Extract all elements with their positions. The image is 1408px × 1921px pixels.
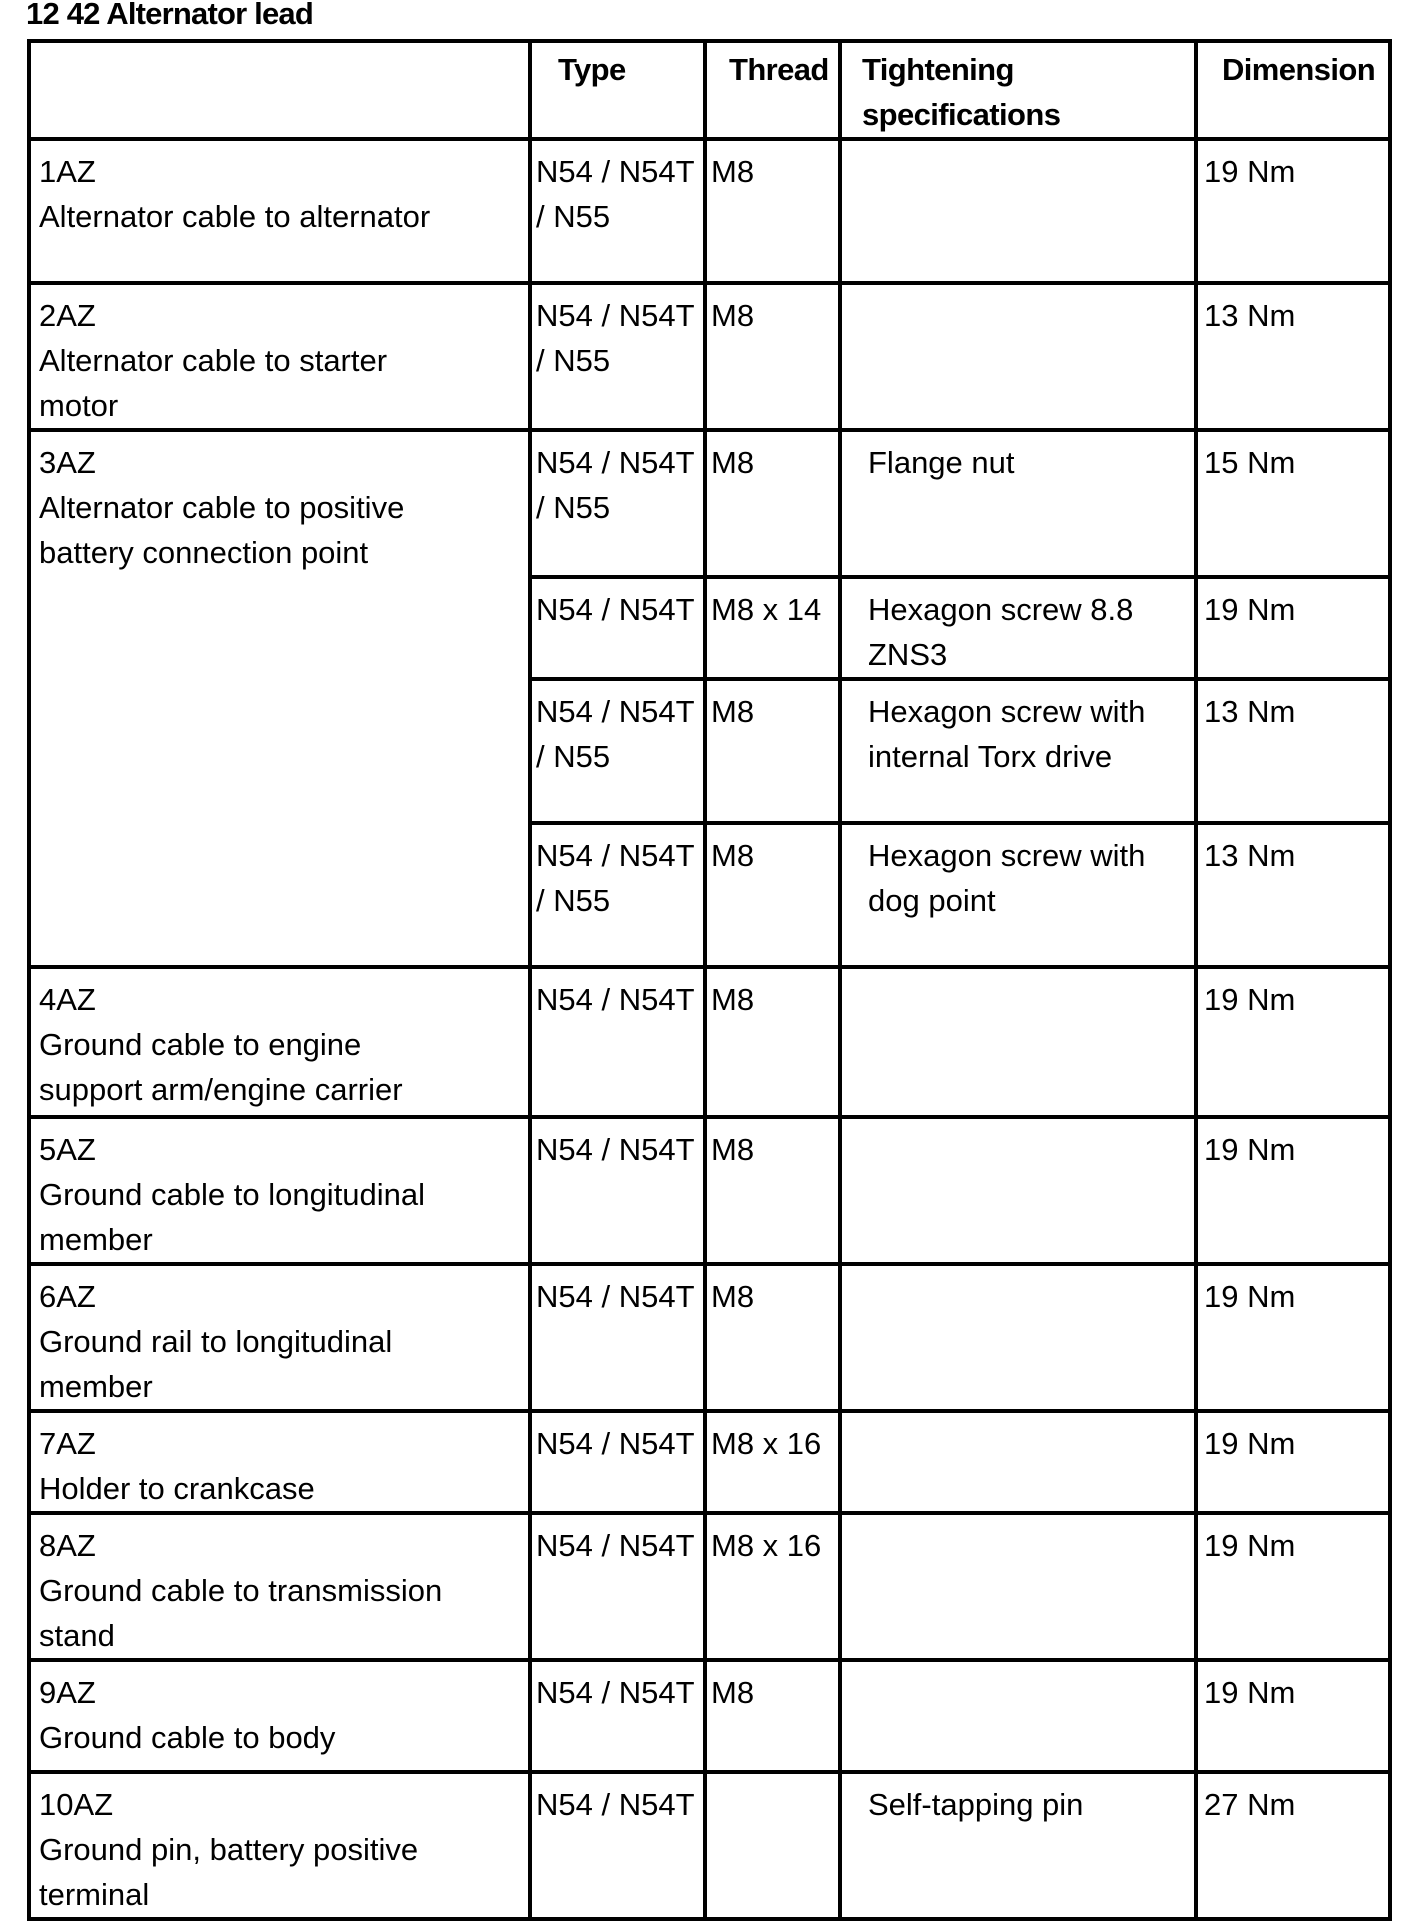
position-description-cell <box>29 1411 530 1513</box>
tightening-spec-cell: Hexagon screw with internal Torx drive <box>840 679 1196 823</box>
tightening-torque-table <box>27 39 1392 1921</box>
position-description: Alternator cable to alternator <box>39 199 431 234</box>
type-cell: N54 / N54T <box>530 1411 705 1513</box>
dimension-cell: 19 Nm <box>1196 1411 1390 1513</box>
position-code: 3AZ <box>39 445 96 480</box>
thread-cell: M8 <box>705 1117 840 1264</box>
type-cell: N54 / N54T / N55 <box>530 430 705 577</box>
header-dimension: Dimension <box>1196 41 1390 139</box>
thread-cell: M8 <box>705 1264 840 1411</box>
table-row <box>29 1513 1390 1660</box>
position-description-cell <box>29 1660 530 1772</box>
thread-cell: M8 <box>705 430 840 577</box>
type-cell: N54 / N54T <box>530 1513 705 1660</box>
tightening-spec-cell <box>840 1513 1196 1660</box>
table-row <box>29 430 1390 577</box>
thread-cell <box>705 1772 840 1919</box>
position-code: 7AZ <box>39 1426 96 1461</box>
position-description: Alternator cable to starter motor <box>39 343 388 423</box>
type-cell: N54 / N54T <box>530 967 705 1117</box>
table-row <box>29 1660 1390 1772</box>
dimension-cell: 13 Nm <box>1196 679 1390 823</box>
header-type: Type <box>530 41 705 139</box>
document-title: 12 42 Alternator lead <box>26 0 314 31</box>
thread-cell: M8 <box>705 283 840 430</box>
type-cell: N54 / N54T <box>530 1117 705 1264</box>
thread-cell: M8 <box>705 679 840 823</box>
position-description: Ground cable to longitudinal member <box>39 1177 426 1257</box>
tightening-spec-cell <box>840 1660 1196 1772</box>
dimension-cell: 13 Nm <box>1196 283 1390 430</box>
tightening-spec-cell <box>840 1117 1196 1264</box>
position-code: 10AZ <box>39 1787 114 1822</box>
dimension-cell: 13 Nm <box>1196 823 1390 967</box>
tightening-spec-cell <box>840 1264 1196 1411</box>
type-cell: N54 / N54T <box>530 1772 705 1919</box>
position-code: 6AZ <box>39 1279 96 1314</box>
position-description: Ground cable to body <box>39 1720 336 1755</box>
position-code: 5AZ <box>39 1132 96 1167</box>
dimension-cell: 19 Nm <box>1196 577 1390 679</box>
type-cell: N54 / N54T / N55 <box>530 283 705 430</box>
position-description: Alternator cable to positive battery connection point <box>39 490 405 570</box>
dimension-cell: 27 Nm <box>1196 1772 1390 1919</box>
thread-cell: M8 <box>705 823 840 967</box>
position-description-cell <box>29 1117 530 1264</box>
dimension-cell: 19 Nm <box>1196 1660 1390 1772</box>
dimension-cell: 15 Nm <box>1196 430 1390 577</box>
position-description-cell <box>29 139 530 283</box>
tightening-spec-cell <box>840 283 1196 430</box>
table-row <box>29 1772 1390 1919</box>
thread-cell: M8 x 16 <box>705 1411 840 1513</box>
position-code: 9AZ <box>39 1675 96 1710</box>
tightening-spec-cell: Hexagon screw 8.8 ZNS3 <box>840 577 1196 679</box>
dimension-cell: 19 Nm <box>1196 139 1390 283</box>
thread-cell: M8 <box>705 967 840 1117</box>
position-description: Ground pin, battery positive terminal <box>39 1832 419 1912</box>
dimension-cell: 19 Nm <box>1196 967 1390 1117</box>
tightening-spec-cell: Self-tapping pin <box>840 1772 1196 1919</box>
table-row <box>29 139 1390 283</box>
type-cell: N54 / N54T <box>530 1264 705 1411</box>
dimension-cell: 19 Nm <box>1196 1117 1390 1264</box>
thread-cell: M8 x 14 <box>705 577 840 679</box>
dimension-cell: 19 Nm <box>1196 1264 1390 1411</box>
table-header-row <box>29 41 1390 139</box>
position-description-cell <box>29 967 530 1117</box>
type-cell: N54 / N54T / N55 <box>530 823 705 967</box>
position-description-cell <box>29 1264 530 1411</box>
position-description: Ground cable to transmission stand <box>39 1573 443 1653</box>
type-cell: N54 / N54T <box>530 577 705 679</box>
position-code: 4AZ <box>39 982 96 1017</box>
position-description: Holder to crankcase <box>39 1471 315 1506</box>
table-row <box>29 1411 1390 1513</box>
header-tightening-specifications: Tightening specifications <box>840 41 1196 139</box>
position-description-cell <box>29 430 530 967</box>
thread-cell: M8 <box>705 1660 840 1772</box>
table-row <box>29 1117 1390 1264</box>
table-row <box>29 283 1390 430</box>
thread-cell: M8 <box>705 139 840 283</box>
position-code: 8AZ <box>39 1528 96 1563</box>
tightening-spec-cell: Flange nut <box>840 430 1196 577</box>
table-row <box>29 967 1390 1117</box>
position-description-cell <box>29 283 530 430</box>
header-thread: Thread <box>705 41 840 139</box>
thread-cell: M8 x 16 <box>705 1513 840 1660</box>
position-description: Ground rail to longitudinal member <box>39 1324 393 1404</box>
table-row <box>29 1264 1390 1411</box>
type-cell: N54 / N54T <box>530 1660 705 1772</box>
position-code: 1AZ <box>39 154 96 189</box>
type-cell: N54 / N54T / N55 <box>530 679 705 823</box>
tightening-spec-cell: Hexagon screw with dog point <box>840 823 1196 967</box>
tightening-spec-cell <box>840 967 1196 1117</box>
header-description <box>29 41 530 139</box>
type-cell: N54 / N54T / N55 <box>530 139 705 283</box>
tightening-spec-cell <box>840 1411 1196 1513</box>
position-description-cell <box>29 1513 530 1660</box>
tightening-spec-cell <box>840 139 1196 283</box>
position-code: 2AZ <box>39 298 96 333</box>
position-description: Ground cable to engine support arm/engine carrier <box>39 1027 403 1107</box>
position-description-cell <box>29 1772 530 1919</box>
dimension-cell: 19 Nm <box>1196 1513 1390 1660</box>
